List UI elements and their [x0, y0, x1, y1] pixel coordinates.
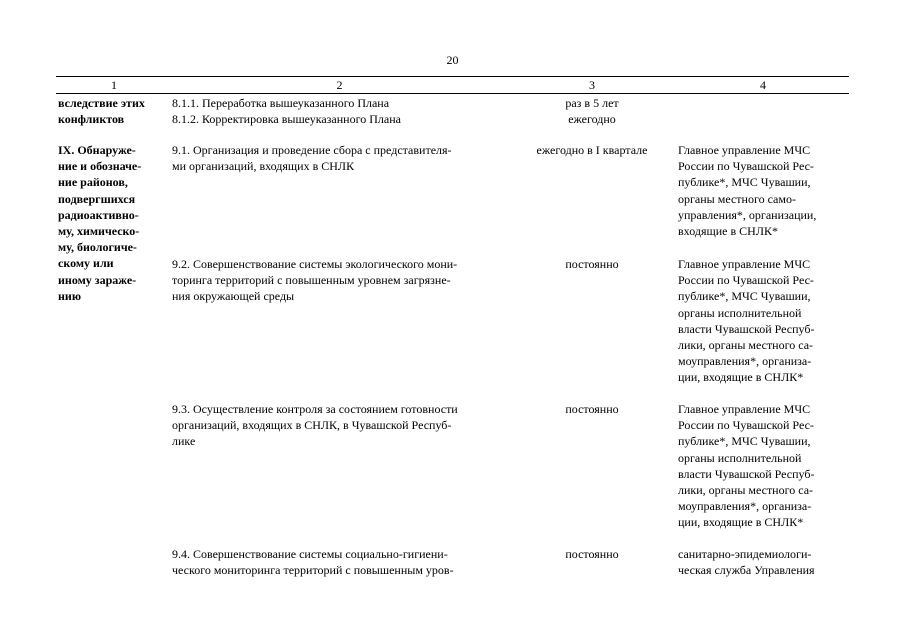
task-9-2: 9.2. Совершенствование системы экологического мони- торинга территорий с повышенным уровнем загрязне- ния окружающей среды: [172, 257, 458, 304]
section-viii-tail: вследствие этих конфликтов: [58, 96, 145, 127]
period-9-3: постоянно: [565, 402, 619, 416]
responsible-9-3: Главное управление МЧС России по Чувашской Рес- публике*, МЧС Чувашии, органы исполнительной власти Чувашской Респуб- лики, органы местного са- моуправления*, организа- ции, входящие в СНЛК*: [678, 402, 815, 530]
column-number-3: 3: [589, 78, 595, 92]
section-ix-heading: IX. Обнаруже- ние и обозначе- ние районов, подвергшихся радиоактивно- му, химическо- му, биологиче- скому или иному зараже- нию: [58, 143, 142, 303]
column-number-2: 2: [336, 78, 343, 92]
period-9-4: постоянно: [565, 547, 619, 561]
page-number: 20: [446, 53, 459, 67]
task-9-4: 9.4. Совершенствование системы социально-гигиени- ческого мониторинга территорий с повышенным уров-: [172, 547, 454, 578]
period-9-1: ежегодно в I квартале: [536, 143, 648, 157]
task-9-1: 9.1. Организация и проведение сбора с представителя- ми организаций, входящих в СНЛК: [172, 143, 452, 174]
responsible-9-4: санитарно-эпидемиологи- ческая служба Управления: [678, 547, 815, 578]
task-9-3: 9.3. Осуществление контроля за состоянием готовности организаций, входящих в СНЛК, в Чувашской Респуб- лике: [172, 402, 458, 449]
column-number-1: 1: [111, 78, 117, 92]
column-number-4: 4: [760, 78, 766, 92]
task-8-1: 8.1.1. Переработка вышеуказанного Плана 8.1.2. Корректировка вышеуказанного Плана: [172, 96, 401, 127]
period-8-1: раз в 5 лет ежегодно: [565, 96, 619, 127]
responsible-9-2: Главное управление МЧС России по Чувашской Рес- публике*, МЧС Чувашии, органы исполнительной власти Чувашской Респуб- лики, органы местного са- моуправления*, организа- ции, входящие в СНЛК*: [678, 257, 815, 385]
table-top-rule: [56, 76, 849, 77]
table-header-rule: [56, 93, 849, 94]
responsible-9-1: Главное управление МЧС России по Чувашской Рес- публике*, МЧС Чувашии, органы местного само- управления*, организации, входящие в СНЛК*: [678, 143, 817, 239]
period-9-2: постоянно: [565, 257, 619, 271]
